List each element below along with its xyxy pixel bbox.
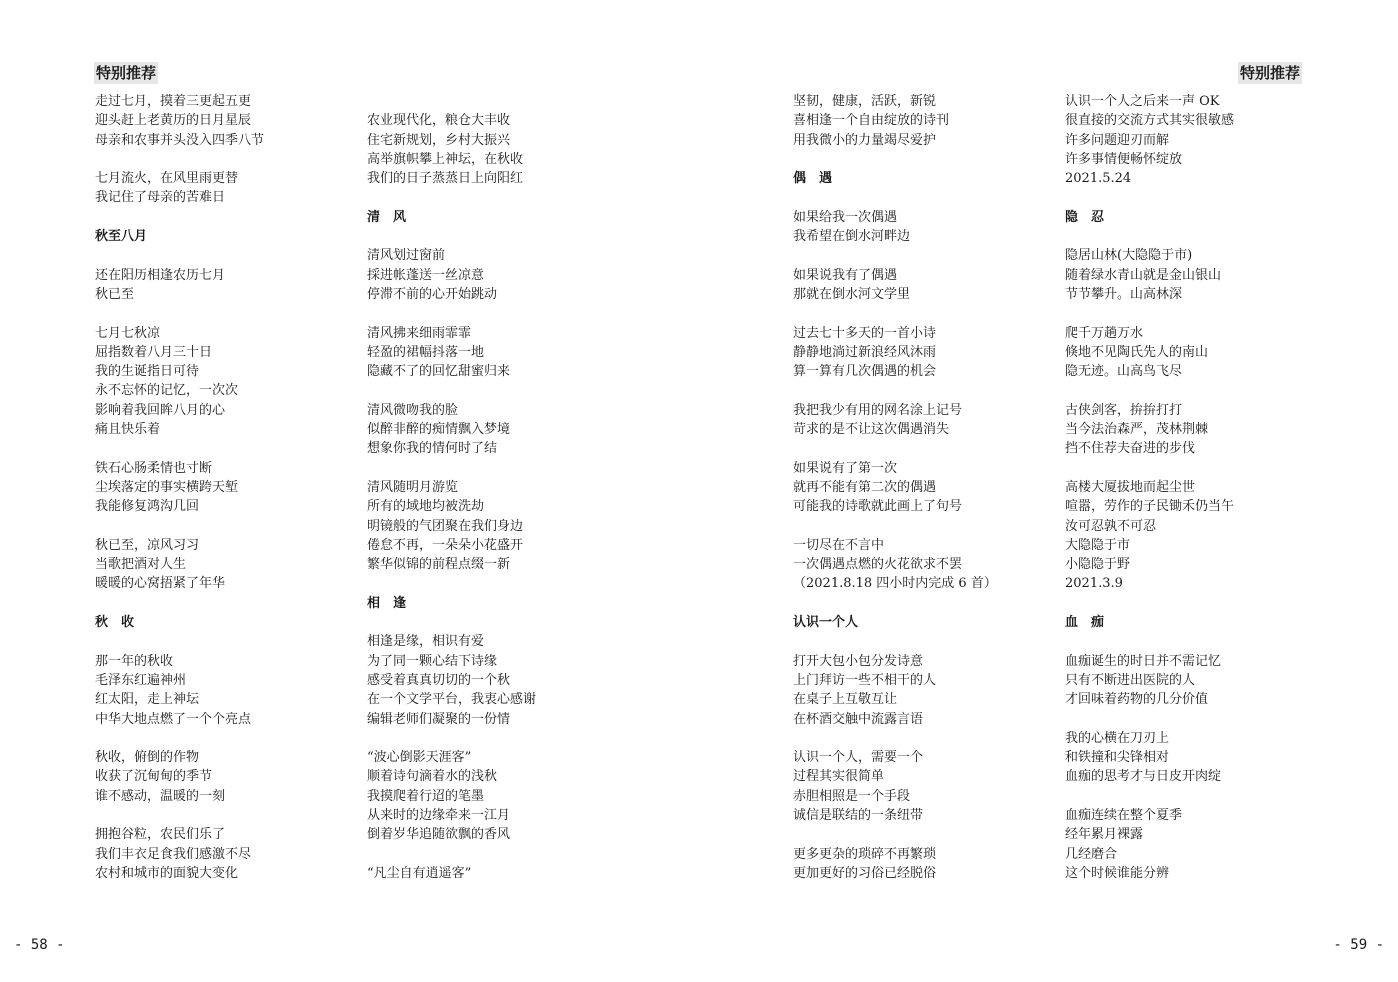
blank-line: [95, 150, 345, 169]
poem-line: 隐居山林(大隐隐于市): [1065, 248, 1193, 264]
poem-line: 清风随明月游览: [367, 479, 459, 495]
poem-line: 一次偶遇点燃的火花欲求不罢: [793, 557, 963, 573]
poem-title: 认识一个人: [793, 615, 859, 631]
blank-line: [1065, 459, 1315, 478]
blank-line: [793, 825, 1043, 844]
poem-line: 我摸爬着行迢的笔墨: [367, 788, 485, 804]
poem-line: 才回味着药物的几分价值: [1065, 692, 1209, 708]
page-number-left: - 58 -: [14, 937, 65, 953]
blank-line: [1065, 304, 1315, 323]
poem-line: 从来时的边缘牵来一江月: [367, 807, 511, 823]
poem-line: 倒着岁华追随欲飘的香风: [367, 827, 511, 843]
poem-line: 如果说有了第一次: [793, 460, 898, 476]
poem-line: 想象你我的情何时了结: [367, 441, 498, 457]
poem-line: 我把我少有用的网名涂上记号: [793, 402, 963, 418]
blank-line: [367, 613, 617, 632]
poem-line: 随着绿水青山就是金山银山: [1065, 267, 1222, 283]
poem-line: 上门拜访一些不相干的人: [793, 672, 937, 688]
blank-line: [1065, 710, 1315, 729]
blank-line: [793, 517, 1043, 536]
poem-line: 经年累月裸露: [1065, 827, 1144, 843]
blank-line: [793, 246, 1043, 265]
poem-line: 採进帐蓬送一丝凉意: [367, 267, 485, 283]
blank-line: [1065, 188, 1315, 207]
poem-line: 汝可忍孰不可忍: [1065, 518, 1157, 534]
poem-line: 倦怠不再，一朵朵小花盛开: [367, 537, 524, 553]
poem-line: 在桌子上互敬互让: [793, 692, 898, 708]
blank-line: [367, 92, 617, 111]
poem-line: 所有的域地均被洗劫: [367, 499, 485, 515]
poem-line: 红太阳，走上神坛: [95, 692, 200, 708]
poem-line: 似醉非醉的痴情飘入梦境: [367, 422, 511, 438]
poem-line: 痛且快乐着: [95, 422, 161, 438]
blank-line: [367, 304, 617, 323]
poem-line: 我希望在倒水河畔边: [793, 229, 911, 245]
blank-line: [367, 574, 617, 593]
poem-line: 那一年的秋收: [95, 653, 174, 669]
poem-line: 拥抱谷粒，农民们乐了: [95, 827, 226, 843]
blank-line: [367, 845, 617, 864]
poem-column-2: [367, 92, 617, 883]
poem-line: 如果说我有了偶遇: [793, 267, 898, 283]
poem-line: 小隐隐于野: [1065, 557, 1131, 573]
poem-line: 过程其实很简单: [793, 769, 885, 785]
poem-line: 只有不断进出医院的人: [1065, 672, 1196, 688]
blank-line: [95, 594, 345, 613]
poem-line: 2021.3.9: [1065, 576, 1123, 592]
poem-line: 我们的日子蒸蒸日上向阳红: [367, 171, 524, 187]
poem-line: 在一个文学平台，我衷心感谢: [367, 692, 537, 708]
poem-line: 尘埃落定的事实横跨天堑: [95, 479, 239, 495]
poem-line: 轻盈的裙幅抖落一地: [367, 344, 485, 360]
poem-line: 那就在倒水河文学里: [793, 286, 911, 302]
blank-line: [793, 188, 1043, 207]
poem-line: 相逢是缘，相识有爱: [367, 634, 485, 650]
poem-line: 走过七月，摸着三更起五更: [95, 94, 252, 109]
poem-line: （2021.8.18 四小时内完成 6 首）: [793, 576, 997, 592]
poem-line: 影响着我回眸八月的心: [95, 402, 226, 418]
poem-line: 血痂连续在整个夏季: [1065, 807, 1183, 823]
poem-line: 还在阳历相逢农历七月: [95, 267, 226, 283]
page-number-right: - 59 -: [1333, 937, 1384, 953]
blank-line: [1065, 632, 1315, 651]
poem-line: 秋已至: [95, 286, 135, 302]
blank-line: [793, 729, 1043, 748]
blank-line: [793, 594, 1043, 613]
poem-line: 就再不能有第二次的偶遇: [793, 479, 937, 495]
blank-line: [1065, 227, 1315, 246]
poem-line: 这个时候谁能分辨: [1065, 865, 1170, 881]
poem-line: 繁华似锦的前程点缀一新: [367, 557, 511, 573]
poem-line: 高楼大厦拔地而起尘世: [1065, 479, 1196, 495]
poem-line: 停滞不前的心开始跳动: [367, 286, 498, 302]
blank-line: [95, 304, 345, 323]
poem-line: 认识一个人，需要一个: [793, 750, 924, 766]
poem-line: 顺着诗句滴着水的浅秋: [367, 769, 498, 785]
blank-line: [367, 729, 617, 748]
poem-line: 高举旗帜攀上神坛，在秋收: [367, 151, 524, 167]
blank-line: [793, 304, 1043, 323]
blank-line: [793, 150, 1043, 169]
poem-line: 住宅新规划，乡村大振兴: [367, 132, 511, 148]
poem-line: 隐无迹。山高鸟飞尽: [1065, 364, 1183, 380]
poem-line: 农业现代化，粮仓大丰收: [367, 113, 511, 129]
poem-line: 许多事情便畅怀绽放: [1065, 151, 1183, 167]
poem-line: 我能修复鸿沟几回: [95, 499, 200, 515]
poem-line: 大隐隐于市: [1065, 537, 1131, 553]
blank-line: [95, 729, 345, 748]
poem-line: 古侠剑客，拚拚打打: [1065, 402, 1183, 418]
poem-line: 爬千万趟万水: [1065, 325, 1144, 341]
poem-line: 挡不住荐夫奋进的步伐: [1065, 441, 1196, 457]
poem-line: 清风划过窗前: [367, 248, 446, 264]
poem-line: 七月七秋凉: [95, 325, 161, 341]
poem-line: 算一算有几次偶遇的机会: [793, 364, 937, 380]
poem-line: 血痂的思考才与日皮开肉绽: [1065, 769, 1222, 785]
poem-line: 迎头赶上老黄历的日月星辰: [95, 113, 252, 129]
poem-line: “凡尘自有逍遥客”: [367, 865, 472, 881]
poem-line: 坚韧，健康，活跃，新锐: [793, 94, 937, 109]
poem-title: 相 逢: [367, 595, 407, 611]
poem-line: 农村和城市的面貌大变化: [95, 865, 239, 881]
blank-line: [1065, 381, 1315, 400]
poem-line: 铁石心肠柔情也寸断: [95, 460, 213, 476]
poem-line: 毛泽东红遍神州: [95, 672, 187, 688]
poem-title: 秋 收: [95, 615, 135, 631]
poem-line: 当今法治森严，茂林荆棘: [1065, 422, 1209, 438]
poem-line: 认识一个人之后来一声 OK: [1065, 94, 1220, 109]
poem-line: 清风微吻我的脸: [367, 402, 459, 418]
poem-line: 可能我的诗歌就此画上了句号: [793, 499, 963, 515]
poem-line: 血痂诞生的时日并不需记忆: [1065, 653, 1222, 669]
poem-line: 打开大包小包分发诗意: [793, 653, 924, 669]
poem-column-4: [1065, 92, 1315, 883]
blank-line: [95, 439, 345, 458]
blank-line: [1065, 787, 1315, 806]
poem-line: 秋收，俯倒的作物: [95, 750, 200, 766]
blank-line: [367, 188, 617, 207]
blank-line: [95, 208, 345, 227]
section-header-right: 特别推荐: [1239, 64, 1300, 82]
poem-line: 几经磨合: [1065, 846, 1118, 862]
poem-line: 在杯酒交触中流露言语: [793, 711, 924, 727]
poem-line: 收获了沉甸甸的季节: [95, 769, 213, 785]
blank-line: [367, 459, 617, 478]
poem-line: 很直接的交流方式其实很敏感: [1065, 113, 1235, 129]
poem-line: 谁不感动，温暖的一刻: [95, 788, 226, 804]
blank-line: [1065, 594, 1315, 613]
poem-line: 清风拂来细雨霏霏: [367, 325, 472, 341]
blank-line: [793, 632, 1043, 651]
poem-line: 我的生诞指日可待: [95, 364, 200, 380]
poem-line: 喧嚣，劳作的子民锄禾仍当午: [1065, 499, 1235, 515]
poem-line: 用我微小的力量竭尽爱护: [793, 132, 937, 148]
poem-line: 隐藏不了的回忆甜蜜归来: [367, 364, 511, 380]
poem-line: 母亲和农事并头没入四季八节: [95, 132, 265, 148]
poem-line: 静静地淌过新浪经风沐雨: [793, 344, 937, 360]
section-header-left: 特别推荐: [96, 64, 157, 82]
poem-line: 过去七十多天的一首小诗: [793, 325, 937, 341]
blank-line: [793, 381, 1043, 400]
poem-line: 秋已至，凉风习习: [95, 537, 200, 553]
blank-line: [95, 517, 345, 536]
poem-line: 2021.5.24: [1065, 171, 1132, 187]
blank-line: [95, 806, 345, 825]
poem-line: 许多问题迎刃而解: [1065, 132, 1170, 148]
poem-line: 倏地不见陶氏先人的南山: [1065, 344, 1209, 360]
poem-line: 更多更杂的琐碎不再繁琐: [793, 846, 937, 862]
poem-line: 中华大地点燃了一个个亮点: [95, 711, 252, 727]
poem-line: 七月流火，在风里雨更替: [95, 171, 239, 187]
blank-line: [367, 227, 617, 246]
blank-line: [367, 381, 617, 400]
poem-line: 更加更好的习俗已经脱俗: [793, 865, 937, 881]
poem-line: 和铁撞和尖锋相对: [1065, 750, 1170, 766]
poem-title: 偶 遇: [793, 171, 833, 187]
poem-line: 明镜般的气团聚在我们身边: [367, 518, 524, 534]
poem-line: 赤胆相照是一个手段: [793, 788, 911, 804]
poem-column-1: [95, 92, 345, 883]
blank-line: [95, 632, 345, 651]
poem-title: 秋至八月: [95, 229, 148, 245]
poem-title: 清 风: [367, 209, 407, 225]
poem-line: 为了同一颗心结下诗缘: [367, 653, 498, 669]
poem-line: 如果给我一次偶遇: [793, 209, 898, 225]
poem-line: 我记住了母亲的苦难日: [95, 190, 226, 206]
poem-line: 编辑老师们凝聚的一份情: [367, 711, 511, 727]
poem-line: 当歌把酒对人生: [95, 557, 187, 573]
blank-line: [793, 439, 1043, 458]
blank-line: [95, 246, 345, 265]
poem-line: “波心倒影天涯客”: [367, 750, 472, 766]
poem-line: 我们丰衣足食我们感激不尽: [95, 846, 252, 862]
poem-title: 血 痂: [1065, 615, 1105, 631]
poem-column-3: [793, 92, 1043, 883]
poem-title: 隐 忍: [1065, 209, 1105, 225]
poem-line: 一切尽在不言中: [793, 537, 885, 553]
poem-line: 感受着真真切切的一个秋: [367, 672, 511, 688]
poem-line: 我的心横在刀刃上: [1065, 730, 1170, 746]
poem-line: 永不忘怀的记忆，一次次: [95, 383, 239, 399]
poem-line: 屈指数着八月三十日: [95, 344, 213, 360]
poem-line: 暖暖的心窝捂紧了年华: [95, 576, 226, 592]
poem-line: 节节攀升。山高林深: [1065, 286, 1183, 302]
poem-line: 苛求的是不让这次偶遇消失: [793, 422, 950, 438]
poem-line: 喜相逢一个自由绽放的诗刊: [793, 113, 950, 129]
poem-line: 诚信是联结的一条纽带: [793, 807, 924, 823]
